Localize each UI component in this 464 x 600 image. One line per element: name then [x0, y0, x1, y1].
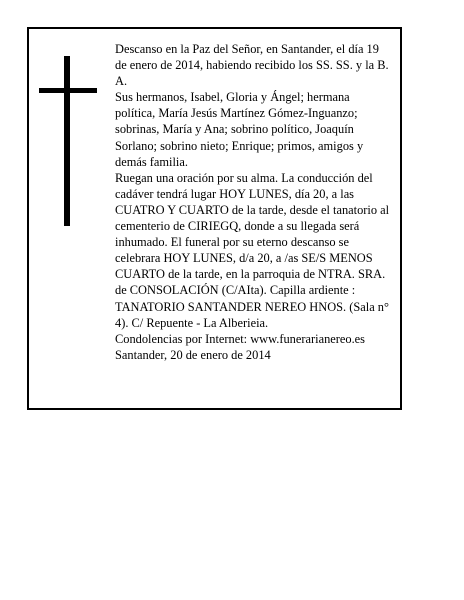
notice-paragraph-condolences: Condolencias por Internet: www.funerarianereo.es — [115, 331, 366, 346]
notice-paragraph-date: Santander, 20 de enero de 2014 — [115, 347, 271, 362]
cross-icon — [39, 56, 97, 226]
cross-horizontal-bar — [39, 88, 97, 93]
notice-paragraph-ceremony: Ruegan una oración por su alma. La conducción del cadáver tendrá lugar HOY LUNES, día 20, a las CUATRO Y CUARTO de la tarde, desde el tanatorio al cementerio de CIRIEGQ, donde a su llegada será inhumado. El funeral por su eterno descanso se celebrara HOY LUNES, d/a 20, a /as SE/S MENOS CUARTO de la tarde, en la parroquia de NTRA. SRA. de CONSOLACIÓN (C/AIta). Capilla ardiente : TANATORIO SANTANDER NEREO HNOS. (Sala n° 4). C/ Repuente - La Alberieia. — [115, 170, 390, 330]
obituary-notice — [27, 27, 402, 410]
notice-text — [115, 41, 393, 363]
cross-vertical-bar — [64, 56, 70, 226]
notice-paragraph-family: Sus hermanos, Isabel, Gloria y Ángel; hermana política, María Jesús Martínez Gómez-Inguanzo; sobrinas, María y Ana; sobrino político, Joaquín Sorlano; sobrino nieto; Enrique; primos, amigos y demás familia. — [115, 90, 364, 169]
notice-paragraph-death: Descanso en la Paz del Señor, en Santander, el día 19 de enero de 2014, habiendo recibido los SS. SS. y la B. A. — [115, 42, 389, 89]
